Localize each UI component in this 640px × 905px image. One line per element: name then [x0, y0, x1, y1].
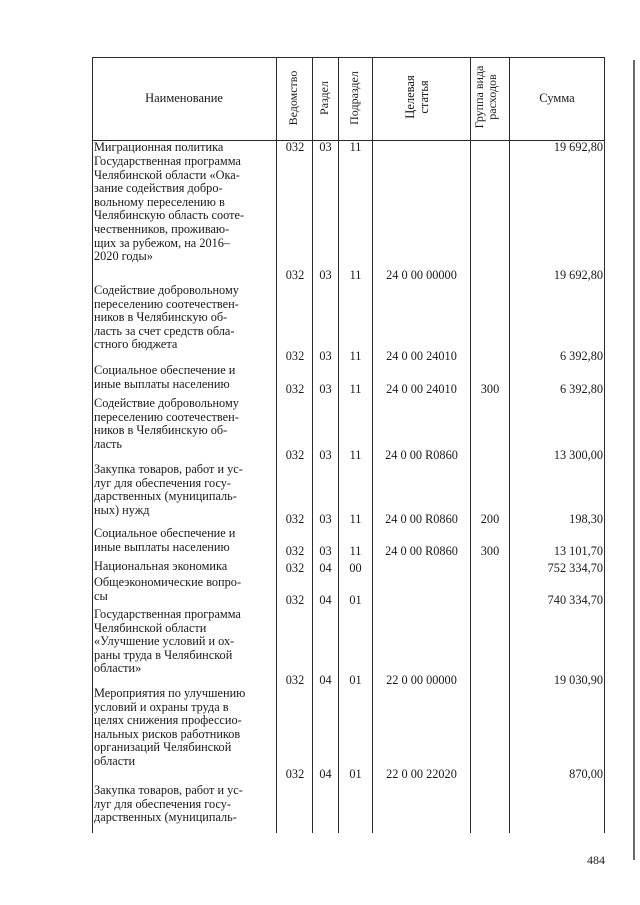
row-podrazdel: 11 — [349, 268, 362, 283]
row-celevaya: 24 0 00 00000 — [386, 268, 457, 283]
header-gruppa — [473, 49, 505, 145]
row-gruppa: 300 — [480, 382, 500, 397]
row-ved: 032 — [285, 561, 305, 576]
row-podrazdel: 11 — [349, 544, 362, 559]
row-summa: 13 300,00 — [553, 448, 603, 463]
row-celevaya: 22 0 00 22020 — [386, 767, 457, 782]
header-ved: Ведомство — [286, 70, 300, 126]
row-podrazdel: 00 — [349, 561, 362, 576]
header-razdel: Раздел — [317, 81, 331, 115]
row-summa: 19 692,80 — [553, 268, 603, 283]
row-razdel: 04 — [319, 767, 332, 782]
table-row — [0, 608, 640, 688]
row-podrazdel: 11 — [349, 349, 362, 364]
row-name: Миграционная политика — [94, 140, 224, 154]
row-name: Общеэкономические вопро- сы — [94, 575, 242, 603]
row-name: Государственная программа Челябинской области «Улучшение условий и ох- раны труда в Челябинской области» — [94, 607, 241, 676]
row-celevaya: 24 0 00 R0860 — [385, 544, 458, 559]
row-celevaya: 22 0 00 00000 — [386, 673, 457, 688]
header-celevaya-line1: Целевая — [403, 75, 417, 119]
row-razdel: 03 — [319, 140, 332, 155]
row-summa: 198,30 — [569, 512, 603, 527]
row-razdel: 04 — [319, 561, 332, 576]
row-ved: 032 — [285, 593, 305, 608]
row-name: Содействие добровольному переселению соотечествен- ников в Челябинскую об- ласть — [94, 396, 239, 451]
header-name: Наименование — [145, 91, 223, 105]
header-celevaya — [395, 47, 447, 147]
row-celevaya: 24 0 00 R0860 — [385, 448, 458, 463]
row-ved: 032 — [285, 268, 305, 283]
row-podrazdel: 11 — [349, 448, 362, 463]
row-ved: 032 — [285, 382, 305, 397]
row-name: Национальная экономика — [94, 559, 228, 573]
row-ved: 032 — [285, 544, 305, 559]
row-razdel: 04 — [319, 673, 332, 688]
row-razdel: 03 — [319, 544, 332, 559]
row-gruppa: 300 — [480, 544, 500, 559]
table-row — [0, 784, 640, 832]
row-podrazdel: 11 — [349, 140, 362, 155]
row-summa: 13 101,70 — [553, 544, 603, 559]
table-row — [0, 155, 640, 283]
row-summa: 6 392,80 — [559, 382, 603, 397]
row-razdel: 03 — [319, 349, 332, 364]
row-gruppa: 200 — [480, 512, 500, 527]
row-name: Социальное обеспечение и иные выплаты населению — [94, 526, 236, 554]
header-gruppa-line1: Группа вида — [472, 65, 486, 129]
row-name: Закупка товаров, работ и ус- луг для обеспечения госу- дарственных (муниципаль- ных) нужд — [94, 462, 243, 517]
header-podrazdel: Подраздел — [347, 71, 361, 125]
header-celevaya-line2: статья — [417, 80, 431, 114]
row-summa: 6 392,80 — [559, 349, 603, 364]
row-razdel: 03 — [319, 382, 332, 397]
row-name: Закупка товаров, работ и ус- луг для обеспечения госу- дарственных (муниципаль- — [94, 783, 243, 825]
table-row — [0, 687, 640, 782]
row-name: Государственная программа Челябинской области «Ока- зание содействия добро- вольному переселению в Челябинскую область сооте- чественников, проживаю- щих за рубежом, на 2016– 2020 годы» — [94, 154, 245, 264]
row-podrazdel: 11 — [349, 382, 362, 397]
row-summa: 740 334,70 — [547, 593, 603, 608]
table-row — [0, 576, 640, 608]
row-celevaya: 24 0 00 24010 — [386, 349, 457, 364]
row-name: Содействие добровольному переселению соотечествен- ников в Челябинскую об- ласть за счет средств обла- стного бюджета — [94, 283, 239, 352]
table-row — [0, 560, 640, 576]
header-summa: Сумма — [539, 91, 575, 105]
row-podrazdel: 01 — [349, 593, 362, 608]
page-number: 484 — [587, 853, 605, 867]
row-name: Мероприятия по улучшению условий и охраны труда в целях снижения профессио- нальных рисков работников организаций Челябинской области — [94, 686, 246, 768]
row-razdel: 03 — [319, 512, 332, 527]
row-celevaya: 24 0 00 R0860 — [385, 512, 458, 527]
row-name: Социальное обеспечение и иные выплаты населению — [94, 363, 236, 391]
row-razdel: 04 — [319, 593, 332, 608]
table-row — [0, 284, 640, 364]
table-row — [0, 463, 640, 527]
table-row — [0, 527, 640, 559]
header-gruppa-line2: расходов — [485, 74, 499, 120]
row-summa: 752 334,70 — [547, 561, 603, 576]
row-celevaya: 24 0 00 24010 — [386, 382, 457, 397]
row-podrazdel: 01 — [349, 767, 362, 782]
table-row — [0, 397, 640, 463]
row-ved: 032 — [285, 673, 305, 688]
row-summa: 19 692,80 — [553, 140, 603, 155]
table-row — [0, 141, 640, 155]
row-ved: 032 — [285, 512, 305, 527]
row-ved: 032 — [285, 448, 305, 463]
row-ved: 032 — [285, 767, 305, 782]
page-edge-divider — [633, 60, 635, 860]
row-ved: 032 — [285, 140, 305, 155]
row-ved: 032 — [285, 349, 305, 364]
row-razdel: 03 — [319, 268, 332, 283]
table-row — [0, 364, 640, 397]
row-razdel: 03 — [319, 448, 332, 463]
row-podrazdel: 11 — [349, 512, 362, 527]
row-summa: 19 030,90 — [553, 673, 603, 688]
row-podrazdel: 01 — [349, 673, 362, 688]
row-summa: 870,00 — [569, 767, 603, 782]
